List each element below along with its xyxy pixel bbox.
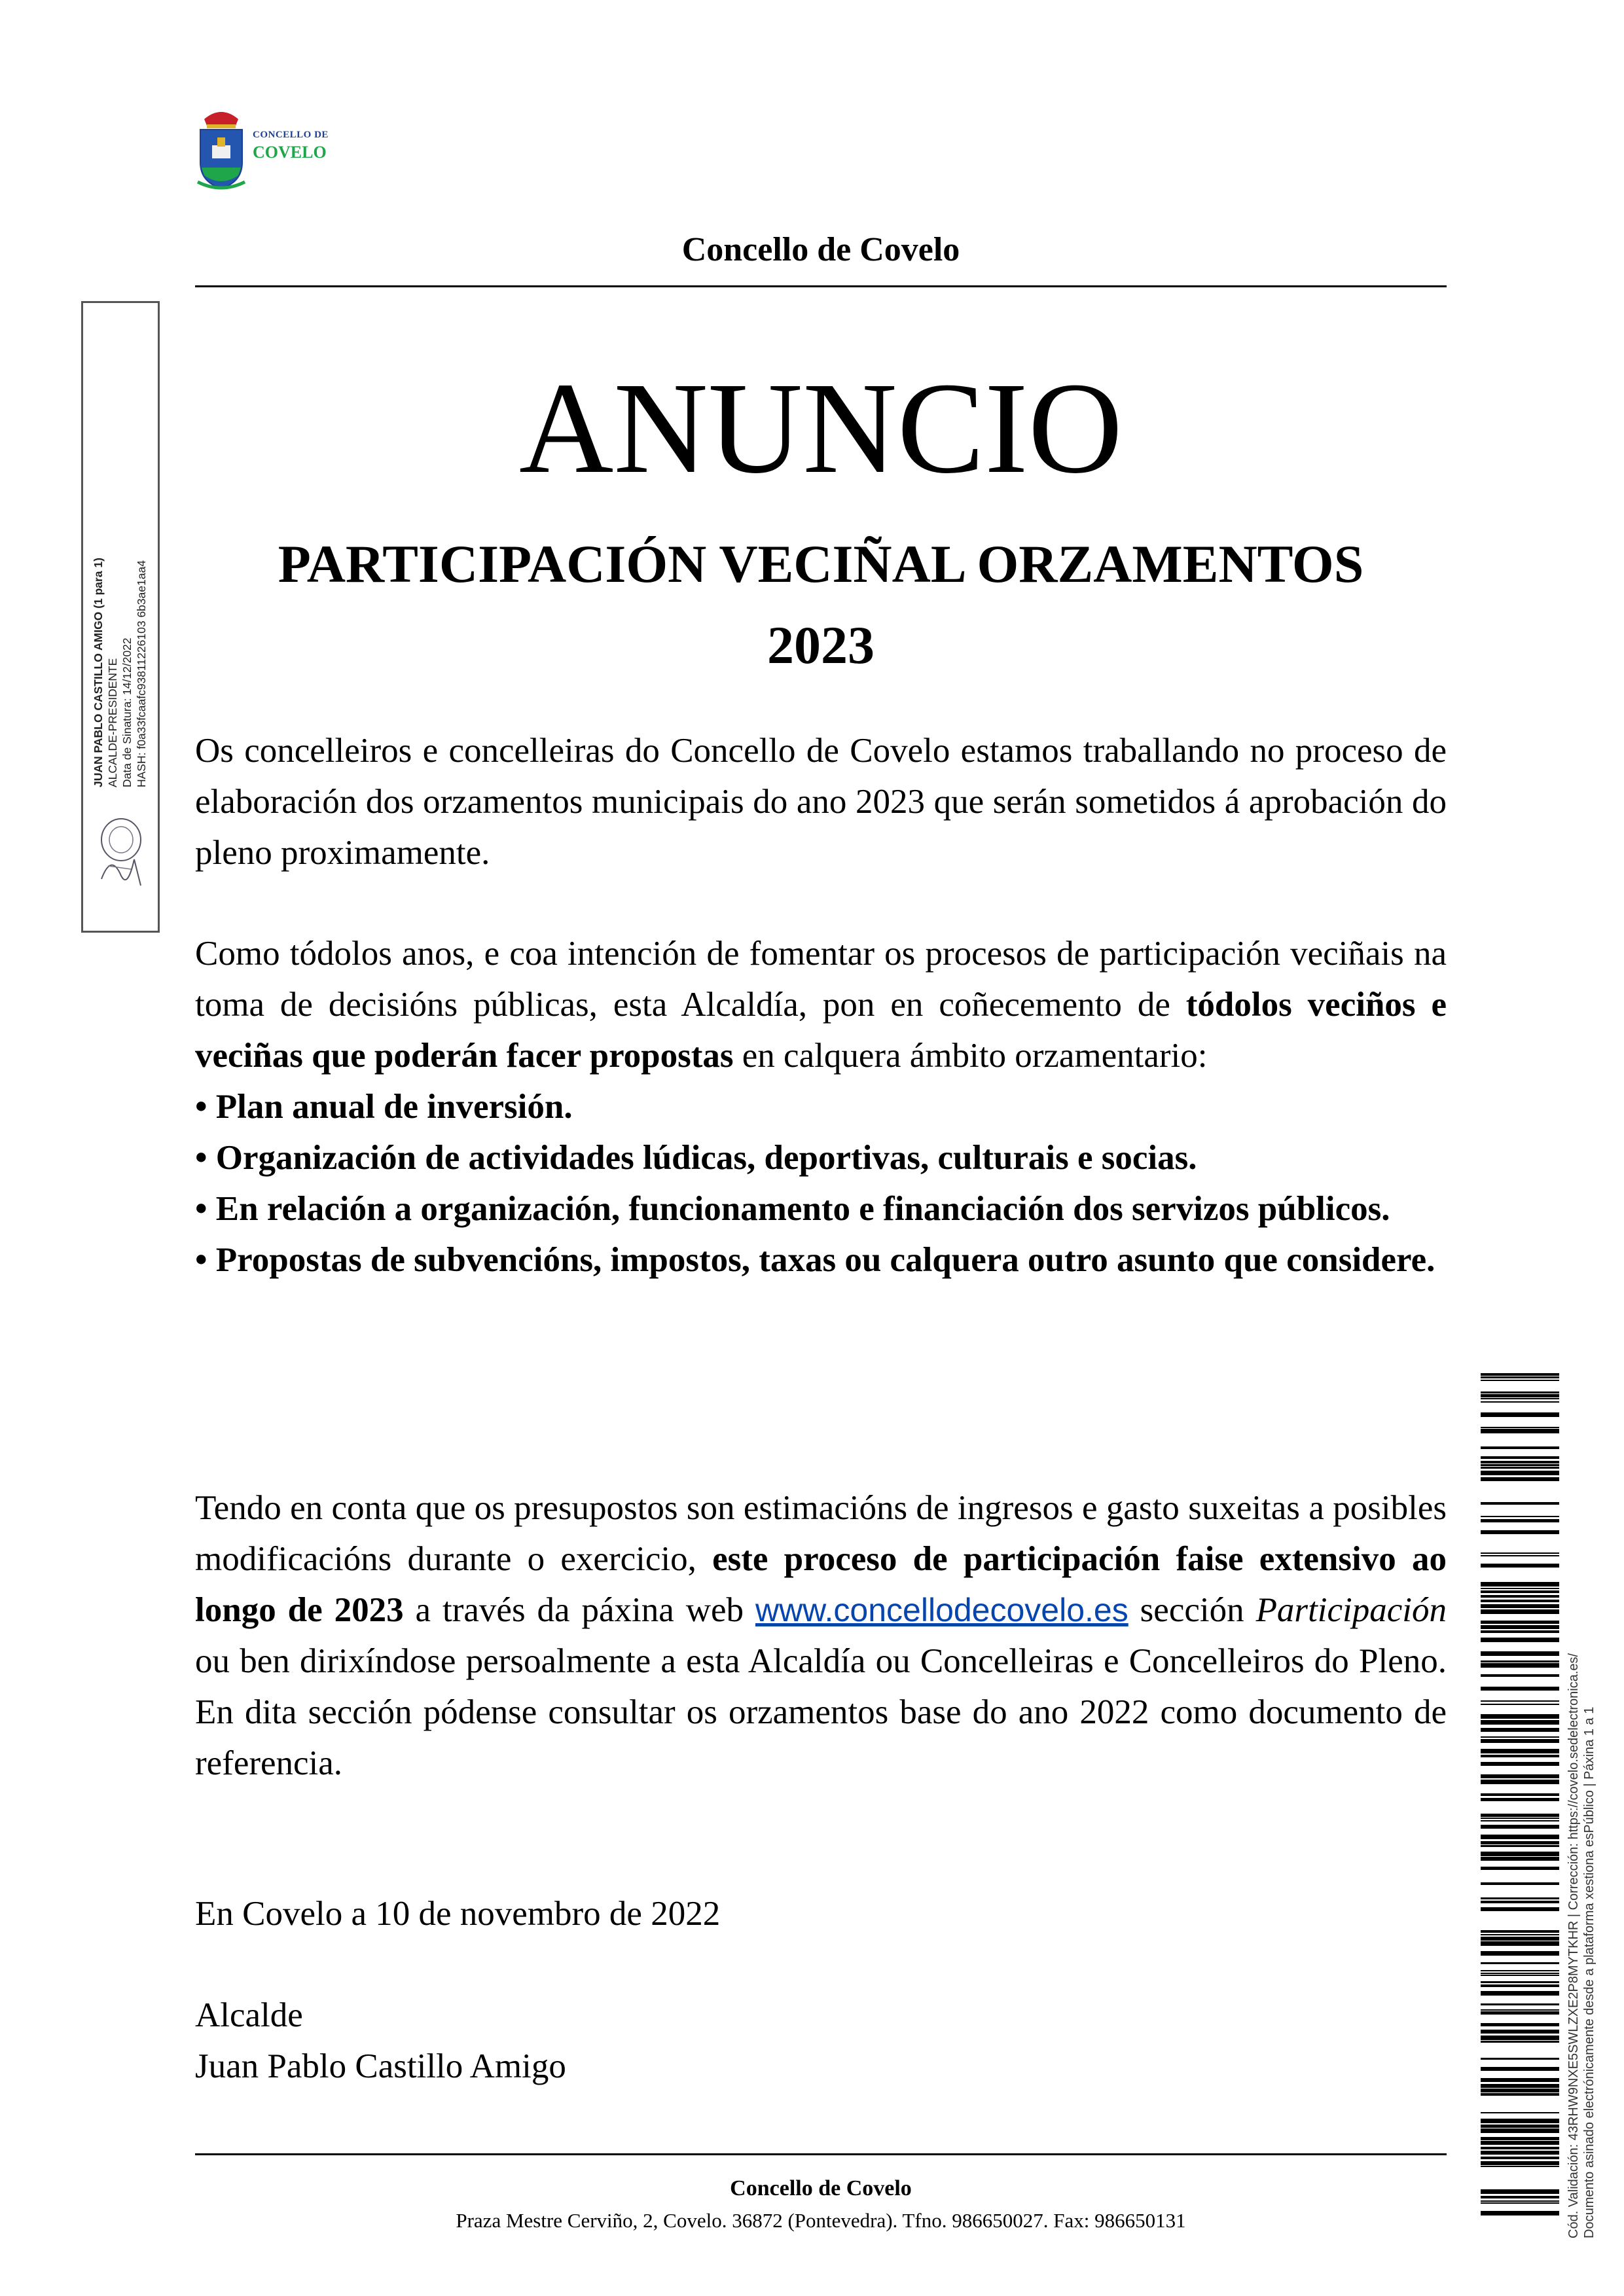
footer-name: Concello de Covelo xyxy=(730,2176,912,2200)
date-line: En Covelo a 10 de novembro de 2022 xyxy=(195,1895,721,1933)
validation-code: Cód. Validación: 43RHW9NXE5SWLZXE2P8MYTKHR | Corrección: https://covelo.sedelectronica.es/ xyxy=(1566,1653,1581,2238)
handwritten-signature-icon xyxy=(95,814,147,892)
footer-address: Praza Mestre Cerviño, 2, Covelo. 36872 (Pontevedra). Tfno. 986650027. Fax: 986650131 xyxy=(456,2209,1186,2232)
bullet-item: • Plan anual de inversión. xyxy=(195,1088,573,1126)
paragraph-1: Os concelleiros e concelleiras do Concello de Covelo estamos traballando no proceso de elaboración dos orzamentos municipais do ano 2023 que serán sometidos á aprobación do pleno proximamente. xyxy=(195,732,1447,872)
signature-hash: HASH: f0a33fcaafc93811226103 6b3ae1aa4 xyxy=(135,560,148,787)
paragraph-2-intro: Como tódolos anos, e coa intención de fomentar os procesos de participación veciñais na toma de decisións públicas, esta Alcaldía, pon en coñecemento de xyxy=(195,935,1447,1024)
signature-name: Juan Pablo Castillo Amigo xyxy=(195,2047,566,2085)
bullet-item: • Propostas de subvencións, impostos, taxas ou calquera outro asunto que considere. xyxy=(195,1241,1435,1279)
signature-block xyxy=(195,1990,1447,2092)
bullet-item: • En relación a organización, funcionamento e financiación dos servizos públicos. xyxy=(195,1190,1390,1228)
subtitle-line-2: 2023 xyxy=(767,615,875,675)
validation-platform: Documento asinado electrónicamente desde a plataforma xestiona esPúblico | Páxina 1 a 1 xyxy=(1582,1706,1597,2238)
footer-divider xyxy=(195,2153,1447,2155)
paragraph-2-outro: en calquera ámbito orzamentario: xyxy=(733,1037,1208,1075)
paragraph-3-part-3: sección xyxy=(1128,1591,1256,1629)
coat-of-arms-icon xyxy=(195,105,247,193)
paragraph-2 xyxy=(195,928,1447,1285)
paragraph-2-text xyxy=(195,928,1447,1081)
logo-line-2: COVELO xyxy=(253,143,327,162)
signer-name: JUAN PABLO CASTILLO AMIGO (1 para 1) xyxy=(92,558,105,787)
paragraph-3-part-1: Tendo en conta que os presupostos son estimacións de ingresos e gasto suxeitas a posibles modificacións durante o exercicio, xyxy=(195,1489,1447,1578)
subtitle-line-1: PARTICIPACIÓN VECIÑAL ORZAMENTOS xyxy=(278,534,1364,594)
paragraph-3-italic: Participación xyxy=(1255,1591,1447,1629)
paragraph-3-bold: este proceso de participación faise extensivo ao longo de 2023 xyxy=(195,1540,1447,1629)
website-link[interactable]: www.concellodecovelo.es xyxy=(755,1592,1128,1628)
signature-date: Data de Sinatura: 14/12/2022 xyxy=(120,637,134,787)
e-signature-text xyxy=(91,316,153,787)
paragraph-3-part-2: a través da páxina web xyxy=(403,1591,755,1629)
logo-line-1: CONCELLO DE xyxy=(253,130,329,140)
document-title: ANUNCIO xyxy=(518,356,1123,501)
header-title: Concello de Covelo xyxy=(681,231,960,268)
e-signature-panel xyxy=(81,301,160,933)
signer-role: ALCALDE-PRESIDENTE xyxy=(106,658,119,787)
municipal-logo xyxy=(195,105,346,196)
signature-role: Alcalde xyxy=(195,1996,303,2034)
header-divider xyxy=(195,285,1447,287)
barcode-icon xyxy=(1481,1373,1559,2240)
paragraph-2-bold: tódolos veciños e veciñas que poderán facer propostas xyxy=(195,986,1447,1075)
document-subtitle xyxy=(195,524,1447,686)
paragraph-3-part-4: ou ben dirixíndose persoalmente a esta Alcaldía ou Concelleiras e Concelleiros do Pleno. En dita sección pódense consultar os orzamentos base do ano 2022 como documento de referencia. xyxy=(195,1642,1447,1782)
paragraph-3 xyxy=(195,1482,1447,1789)
validation-text xyxy=(1566,1374,1618,2238)
bullet-item: • Organización de actividades lúdicas, deportivas, culturais e socias. xyxy=(195,1139,1197,1177)
